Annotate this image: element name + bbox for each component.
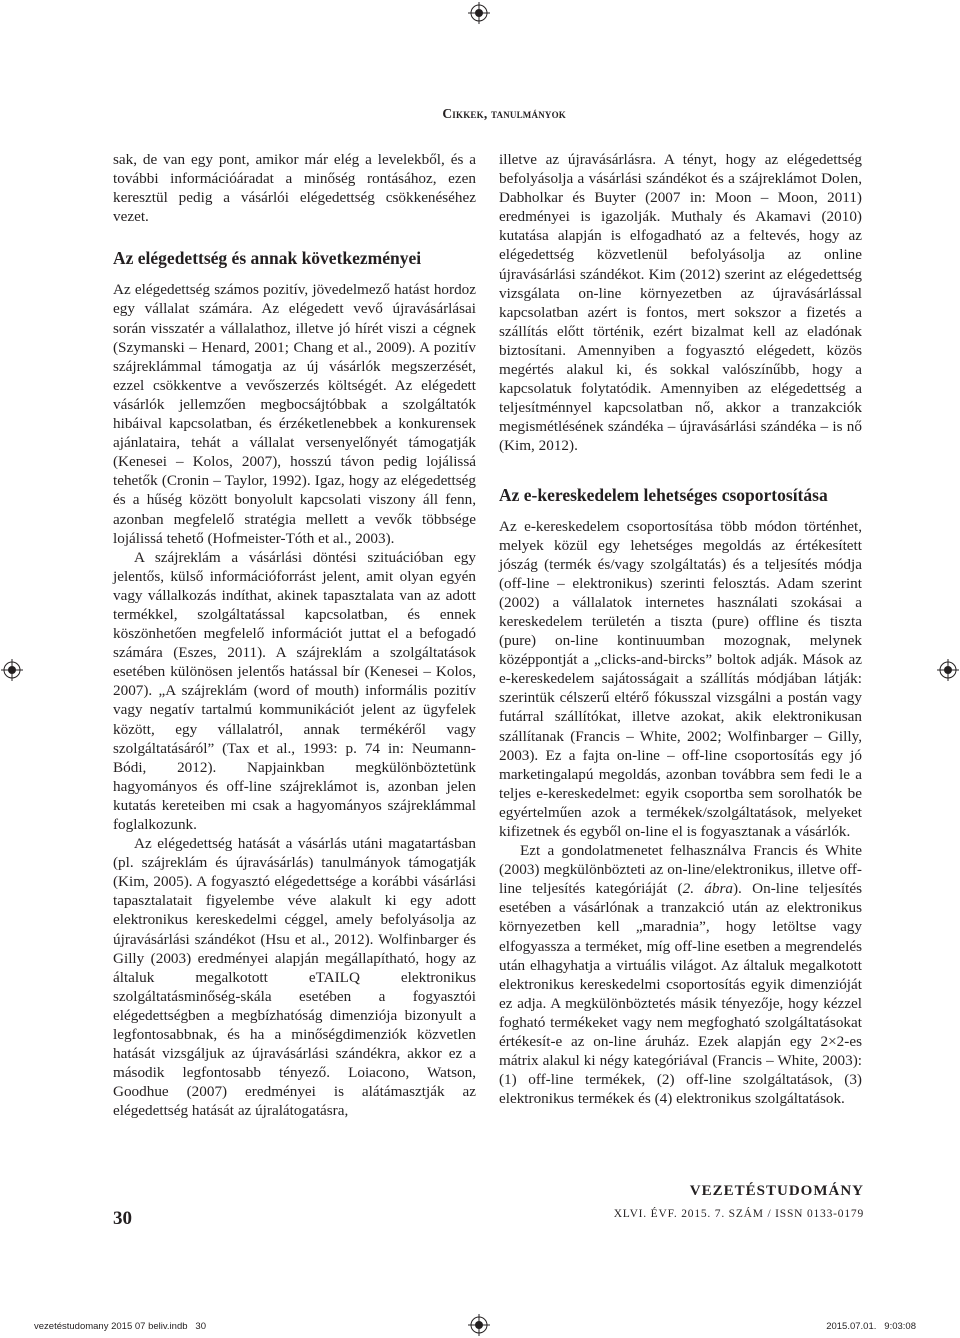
- paragraph-text: ). On-line teljesítés esetében a vásárlónak a tranzakció után az elektronikus környezetben kell „maradnia”, hogy letöltse vagy elfogyassza a terméket, míg off-line esetben a megrendelés után elhagyhatja a virtuális világot. Az általuk megalkotott elektronikus kereskedelmi csoportosítás egyik dimenzióját ez adja. A megkülönböztetés másik tényezője, hogy kézzel fogható termékeket vagy nem megfogható szolgáltatásokat értékesít-e az on-line áruház. Ezek alapján egy 2×2-es mátrix alakul ki négy kategóriával (Francis – White, 2003): (1) off-line termékek, (2) off-line szolgáltatások, (3) elektronikus termékek és (4) elektronikus szolgáltatások.: [499, 880, 863, 1108]
- print-slug-file: vezetéstudomany 2015 07 beliv.indb 30: [34, 1321, 206, 1332]
- paragraph: Az e-kereskedelem csoportosítása több módon történhet, melyek közül egy lehetséges megoldás az értékesített jószág (termék és/vagy szolgáltatás) és a teljesítés módja (off-line – elektronikus) szerinti felosztás. Adam szerint (2002) a vállalatok internetes használati szokásai a kereskedelem területén a tiszta (pure) offline és tiszta (pure) on-line kontinuumban mozognak, melynek középpontját a „clicks-and-bircks” boltok adják. Mások az e-kereskedelem sajátosságait a szállítás módjában látják: szerintük célszerű eltérő fókusszal vizsgálni a postán vagy futárral szállítókat, illetve azokat, akik elektronikusan szállítanak (Francis – White, 2002; Wolfinbarger – Gilly, 2003). Ez a fajta on-line – off-line csoportosítás egy jó marketingalapú megoldás, azonban továbbra sem fedi le a teljes e-kereskedelmet: egyik csoportba sem sorolhatók be egyértelműen azok a termékek/szolgáltatások, melyeket kifizetnek és egyből on-line el is fogyasztanak a vásárlók.: [499, 517, 862, 840]
- registration-mark-left: [1, 659, 23, 681]
- paragraph: sak, de van egy pont, amikor már elég a levelekből, és a további információáradat a minőség rontásához, ezen keresztül pedig a vásárlói elégedettség csökkenéséhez vezet.: [113, 151, 476, 226]
- section-heading: Az elégedettség és annak következményei: [113, 248, 422, 269]
- section-heading: Az e-kereskedelem lehetséges csoportosítása: [499, 484, 828, 505]
- print-slug-timestamp: 2015.07.01. 9:03:08: [826, 1321, 916, 1332]
- left-column: [113, 150, 476, 1121]
- running-head: Cikkek, tanulmányok: [442, 106, 566, 121]
- registration-mark-bottom: [468, 1314, 490, 1336]
- paragraph: [499, 841, 862, 1108]
- paragraph: Az elégedettség számos pozitív, jövedelmező hatást hordoz egy vállalat számára. Az elégedett vevő újravásárlásai során visszatér a vállalathoz, illetve jó hírét viszi a cégnek (Szymanski – Henard, 2001; Chang et al., 2009). A pozitív szájreklámmal támogatja az új vásárlók megszerzését, ezzel csökkentve a vevőszerzés költségét. Az elégedett vásárlók jellemzően megbocsájtóbbak a szolgáltatók hibáival kapcsolatban, és érzéketlenebbek a konkurensek ajánlataira, tehát a vállalat versenyelőnyét támogatják (Kenesei – Kolos, 2007), hosszú távon pedig lojálissá tehetők (Cronin – Taylor, 1992). Igaz, hogy az elégedettség és a hűség között bonyolult kapcsolati viszony áll fenn, azonban megfelelő stratégia mellett a vevők többsége lojálissá tehető (Hofmeister-Tóth et al., 2003).: [113, 281, 476, 547]
- paragraph: illetve az újravásárlásra. A tényt, hogy az elégedettség befolyásolja a vásárlási szándékot és a szájreklámot Dolen, Dabholkar és Buyter (2007 in: Moon – Moon, 2011) eredményei is igazolják. Muthaly és Akamavi (2010) kutatása alapján is elfogadható az a feltevés, hogy az elégedettség közvetlenül befolyásolja az online újravásárlási szándékot. Kim (2012) szerint az elégedettség vizsgálata on-line környezetben az újravásárlással kapcsolatban azért is fontos, mert sokszor a fizetés a szállítás előtt történik, ezért bizalmat kell az eladónak biztosítani. Amennyiben a fogyasztó elégedett, közös megértés alakul ki, és sokkal valószínűbb, hogy a kapcsolatuk folytatódik. Amennyiben az elégedettség a teljesítménnyel kapcsolatban nő, akkor a tranzakciók megismétlésének szándéka – újravásárlási szándéka – is nő (Kim, 2012).: [499, 151, 862, 455]
- registration-mark-top: [468, 2, 490, 24]
- figure-reference: 2. ábra: [682, 880, 733, 898]
- issue-info: XLVI. ÉVF. 2015. 7. SZÁM / ISSN 0133-0179: [613, 1208, 864, 1220]
- paragraph: A szájreklám a vásárlási döntési szituációban egy jelentős, külső információforrást jelent, amit olyan egyén vagy vállalkozás indíthat, akinek tapasztalata van az adott termékkel, szolgáltatással kapcsolatban, és ennek köszönhetően megfelelő információt juttat el a befogadó számára (Eszes, 2011). A szájreklám a szolgáltatások esetében különösen jelentős hatással bír (Kenesei – Kolos, 2007). „A szájreklám (word of mouth) informális pozitív vagy negatív tartalmú kommunikációt jelent az ügyfelek között, egy vállalatról, annak termékéről vagy szolgáltatásáról” (Tax et al., 1993: p. 74 in: Neumann-Bódi, 2012). Napjainkban megkülönböztetünk hagyományos és off-line szájreklámot is, azonban jelen kutatás kereteiben mi csak a hagyományos szájreklámmal foglalkozunk.: [113, 548, 476, 833]
- page-number: 30: [113, 1208, 132, 1229]
- paragraph: Az elégedettség hatását a vásárlás utáni magatartásban (pl. szájreklám és újravásárlás) tanulmányok támogatják (Kim, 2005). A fogyasztó elégedettsége a korábbi vásárlási tapasztalatait figyelembe véve alakult ki egy adott elektronikus kereskedelmi céggel, amely befolyásolja az újravásárlási szándékot (Hsu et al., 2012). Wolfinbarger és Gilly (2003) eredményei alapján megállapítható, hogy az általuk megalkotott eTAILQ elektronikus szolgáltatásminőség-skála esetében a fogyasztói elégedettségben a megbízhatóság dimenziója bizonyult a legfontosabbnak, és ha a minőségdimenziók közvetlen hatását vizsgáljuk az újravásárlási szándékra, akkor ez a második legfontosabb tényező. Loiacono, Watson, Goodhue (2007) eredményei is alátámasztják az elégedettség hatását az újralátogatásra,: [113, 835, 476, 1120]
- paragraph-text: Ezt a gondolatmenetet felhasználva Francis és White (2003) megkülönbözteti az on-line/elektronikus, illetve off-line teljesítés kategóriáját (: [499, 842, 862, 898]
- right-column: [499, 150, 862, 1108]
- registration-mark-right: [937, 659, 959, 681]
- journal-name: VEZETÉSTUDOMÁNY: [689, 1183, 864, 1199]
